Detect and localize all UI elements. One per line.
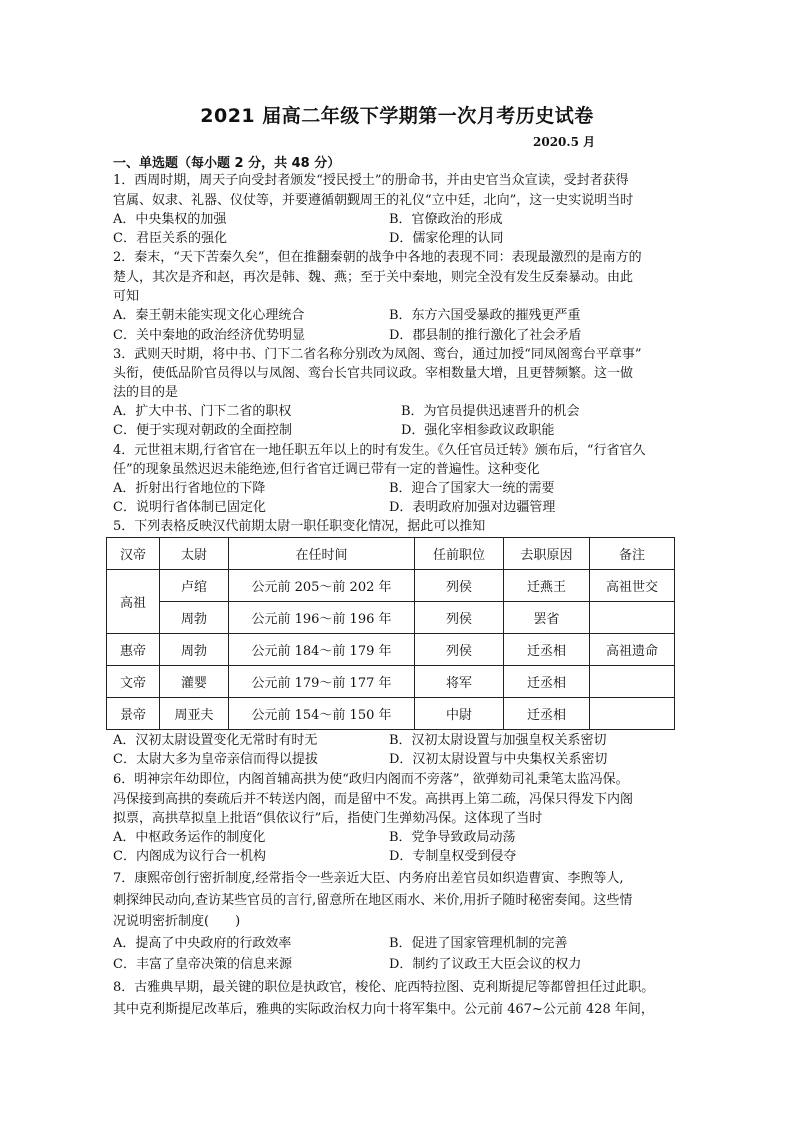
question-2-line-3: 可知 [113,289,140,304]
exam-title: 2021 届高二年级下学期第一次月考历史试卷 [200,105,594,127]
table-header-cell: 备注 [590,538,675,570]
note-cell: 高祖遗命 [590,634,675,666]
exam-date: 2020.5 月 [533,135,596,149]
question-1-option-b: B．官僚政治的形成 [389,212,503,227]
prior-post-cell: 将军 [415,666,504,698]
question-6-option-a: A．中枢政务运作的制度化 [113,830,266,845]
question-7-option-a: A．提高了中央政府的行政效率 [113,936,292,951]
emperor-cell: 惠帝 [107,634,160,666]
official-cell: 周勃 [160,634,229,666]
note-cell [590,666,675,698]
note-cell [590,698,675,730]
official-cell: 卢绾 [160,570,229,602]
table-row [107,570,675,602]
emperor-cell: 景帝 [107,698,160,730]
question-7-line-1: 7．康熙帝创行密折制度,经常指令一些亲近大臣、内务府出差官员如织造曹寅、李煦等人, [113,871,624,886]
question-4-line-2: 任”的现象虽然迟迟未能绝迹,但行省官迁调已带有一定的普遍性。这种变化 [113,462,540,477]
table-header-cell: 汉帝 [107,538,160,570]
question-5-option-d: D．汉初太尉设置与中央集权关系密切 [389,752,608,767]
question-3-option-d: D．强化宰相参政议政职能 [401,423,555,438]
reason-cell: 迁丞相 [504,666,590,698]
question-4-option-c: C．说明行省体制已固定化 [113,500,266,515]
question-2-line-1: 2．秦末，“天下苦秦久矣”，但在推翻秦朝的战争中各地的表现不同：表现最激烈的是南方的 [113,250,642,265]
table-row [107,602,675,634]
table-row [107,698,675,730]
question-2-option-a: A．秦王朝未能实现文化心理统合 [113,308,305,323]
question-6-line-3: 拟票，高拱草拟皇上批语“俱依议行”后，指使门生弹劾冯保。这体现了当时 [113,811,543,826]
prior-post-cell: 列侯 [415,634,504,666]
time-cell: 公元前 184～前 179 年 [229,634,415,666]
official-cell: 周勃 [160,602,229,634]
official-cell: 周亚夫 [160,698,229,730]
question-2-option-b: B．东方六国受暴政的摧残更严重 [389,308,581,323]
prior-post-cell: 列侯 [415,570,504,602]
table-row [107,666,675,698]
question-4-option-d: D．表明政府加强对边疆管理 [389,500,556,515]
question-6-option-d: D．专制皇权受到侵夺 [389,849,517,864]
time-cell: 公元前 205～前 202 年 [229,570,415,602]
prior-post-cell: 中尉 [415,698,504,730]
question-3-option-b: B．为官员提供迅速晋升的机会 [401,404,580,419]
emperor-cell: 文帝 [107,666,160,698]
question-5-option-c: C．太尉大多为皇帝亲信而得以提拔 [113,752,318,767]
table-header-cell: 去职原因 [504,538,590,570]
official-cell: 灌婴 [160,666,229,698]
emperor-cell: 高祖 [107,570,160,634]
question-3-line-1: 3．武则天时期，将中书、门下二省名称分别改为凤阁、鸾台，通过加授“同凤阁鸾台平章事” [113,347,642,362]
table-header-cell: 在任时间 [229,538,415,570]
reason-cell: 罢省 [504,602,590,634]
question-6-option-c: C．内阁成为议行合一机构 [113,849,266,864]
question-7-line-2: 刺探绅民动向,查访某些官员的言行,留意所在地区雨水、米价,用折子随时秘密奏闻。这些情 [113,893,633,908]
question-3-option-c: C．便于实现对朝政的全面控制 [113,423,292,438]
reason-cell: 迁燕王 [504,570,590,602]
question-1-line-1: 1．西周时期，周天子向受封者颁发“授民授土”的册命书，并由史官当众宣读，受封者获得 [113,173,629,188]
question-1-option-a: A．中央集权的加强 [113,212,227,227]
question-7-line-3: 况说明密折制度( ) [113,914,241,929]
question-1-option-d: D．儒家伦理的认同 [389,231,504,246]
table-header-row [107,538,675,570]
question-1-option-c: C．君臣关系的强化 [113,231,227,246]
question-6-option-b: B．党争导致政局动荡 [389,830,516,845]
question-8-line-2: 其中克利斯提尼改革后，雅典的实际政治权力向十将军集中。公元前 467~公元前 428 年间， [113,1002,654,1017]
question-7-option-c: C．丰富了皇帝决策的信息来源 [113,957,292,972]
question-3-line-2: 头衔，使低品阶官员得以与凤阁、鸾台长官共同议政。宰相数量大增，且更替频繁。这一做 [113,366,634,381]
question-2-option-c: C．关中秦地的政治经济优势明显 [113,328,305,343]
time-cell: 公元前 154～前 150 年 [229,698,415,730]
table-header-cell: 任前职位 [415,538,504,570]
question-5-stem: 5．下列表格反映汉代前期太尉一职任职变化情况，据此可以推知 [113,519,486,534]
question-3-option-a: A．扩大中书、门下二省的职权 [113,404,292,419]
taiwei-table [106,537,675,730]
question-2-option-d: D．郡县制的推行激化了社会矛盾 [389,328,582,343]
note-cell [590,602,675,634]
table-header-cell: 太尉 [160,538,229,570]
question-4-line-1: 4．元世祖末期,行省官在一地任职五年以上的时有发生。《久任官员迁转》颁布后，“行省官久 [113,443,646,458]
question-6-line-1: 6．明神宗年幼即位，内阁首辅高拱为使“政归内阁而不旁落”，欲弹劾司礼秉笔太监冯保。 [113,772,629,787]
question-1-line-2: 官属、奴隶、礼器、仪仗等，并要遵循朝觐周王的礼仪“立中廷，北向”，这一史实说明当时 [113,193,634,208]
question-5-option-b: B．汉初太尉设置与加强皇权关系密切 [389,733,607,748]
section-heading: 一、单选题（每小题 2 分，共 48 分） [113,156,341,171]
time-cell: 公元前 196～前 196 年 [229,602,415,634]
time-cell: 公元前 179～前 177 年 [229,666,415,698]
question-6-line-2: 冯保接到高拱的奏疏后并不转送内阁，而是留中不发。高拱再上第二疏，冯保只得发下内阁 [113,792,634,807]
question-2-line-2: 楚人，其次是齐和赵，再次是韩、魏、燕；至于关中秦地，则完全没有发生反秦暴动。由此 [113,270,634,285]
reason-cell: 迁丞相 [504,698,590,730]
question-8-line-1: 8．古雅典早期，最关键的职位是执政官，梭伦、庇西特拉图、克利斯提尼等都曾担任过此职。 [113,980,655,995]
question-4-option-b: B．迎合了国家大一统的需要 [389,481,555,496]
question-7-option-d: D．制约了议政王大臣会议的权力 [389,957,582,972]
reason-cell: 迁丞相 [504,634,590,666]
question-3-line-3: 法的目的是 [113,385,179,400]
question-7-option-b: B．促进了国家管理机制的完善 [389,936,568,951]
prior-post-cell: 列侯 [415,602,504,634]
note-cell: 高祖世交 [590,570,675,602]
table-row [107,634,675,666]
question-5-option-a: A．汉初太尉设置变化无常时有时无 [113,733,318,748]
question-4-option-a: A．折射出行省地位的下降 [113,481,266,496]
